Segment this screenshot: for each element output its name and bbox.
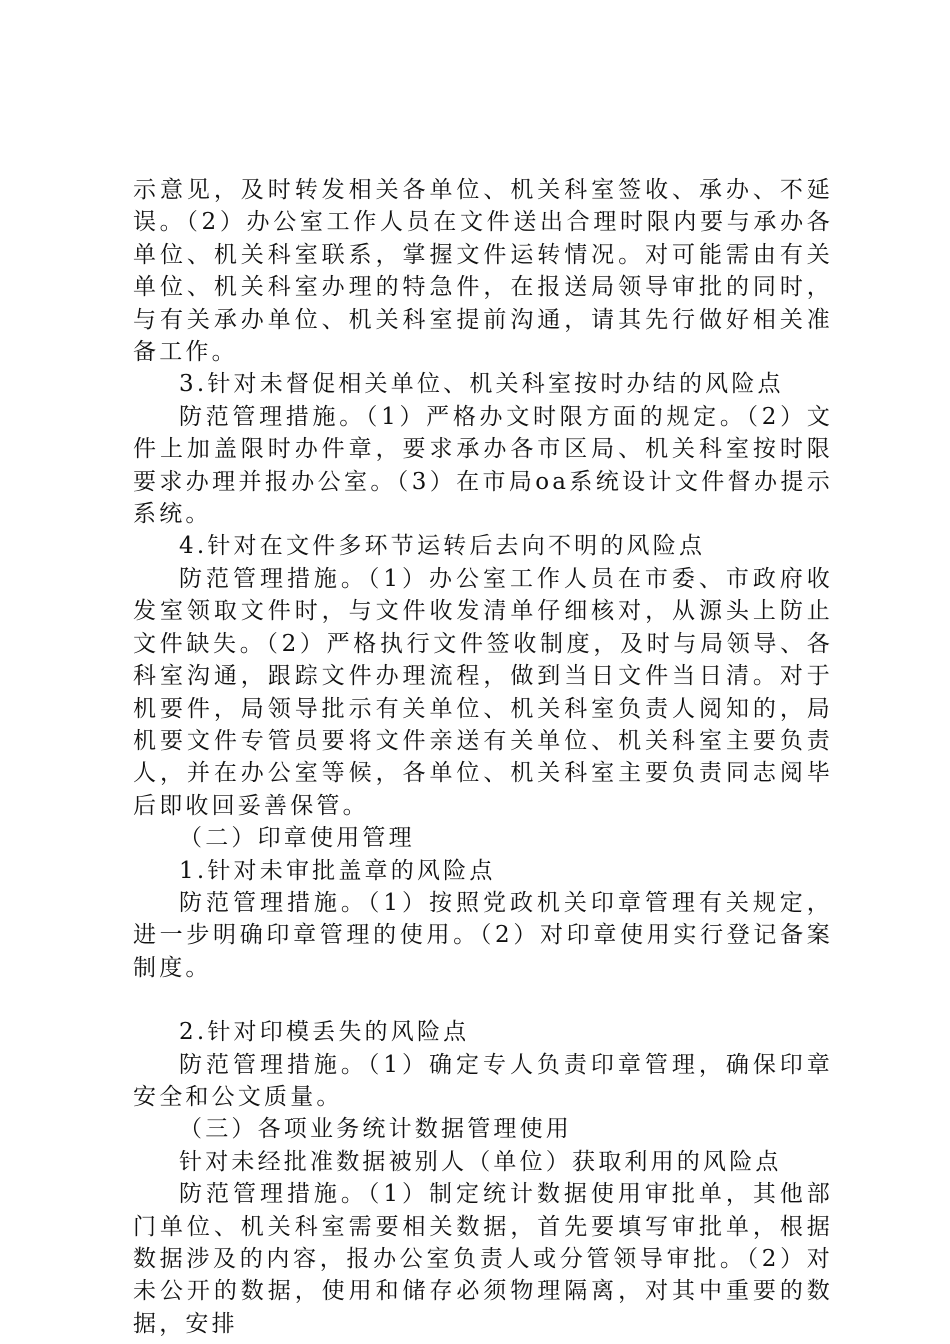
heading-risk-point-4: 4.针对在文件多环节运转后去向不明的风险点 (179, 533, 706, 560)
heading-risk-point-3: 3.针对未督促相关单位、机关科室按时办结的风险点 (179, 371, 784, 398)
paragraph-measures-statistics: 防范管理措施。（1）制定统计数据使用审批单，其他部门单位、机关科室需要相关数据，首先要填写审批单，根据数据涉及的内容，报办公室负责人或分管领导审批。（2）对未公开的数据，使用和储存必须物理隔离，对其中重要的数据，安排 (133, 1181, 833, 1337)
paragraph-measures-3: 防范管理措施。（1）严格办文时限方面的规定。（2）文件上加盖限时办件章，要求承办各市区局、机关科室按时限要求办理并报办公室。（3）在市局oa系统设计文件督办提示系统。 (133, 403, 833, 528)
heading-risk-point-seal-2: 2.针对印模丢失的风险点 (179, 1019, 470, 1046)
paragraph-measures-seal-1: 防范管理措施。（1）按照党政机关印章管理有关规定，进一步明确印章管理的使用。（2）对印章使用实行登记备案制度。 (133, 889, 833, 981)
paragraph-measures-4: 防范管理措施。（1）办公室工作人员在市委、市政府收发室领取文件时，与文件收发清单仔细核对，从源头上防止文件缺失。（2）严格执行文件签收制度，及时与局领导、各科室沟通，跟踪文件办理流程，做到当日文件当日清。对于机要件，局领导批示有关单位、机关科室负责人阅知的，局机要文件专管员要将文件亲送有关单位、机关科室主要负责人，并在办公室等候，各单位、机关科室主要负责同志阅毕后即收回妥善保管。 (133, 565, 833, 819)
section-heading-statistics: （三）各项业务统计数据管理使用 (179, 1116, 572, 1143)
document-body (133, 174, 833, 1340)
heading-risk-point-seal-1: 1.针对未审批盖章的风险点 (179, 857, 496, 884)
blank-line (133, 984, 833, 1016)
paragraph-measures-seal-2: 防范管理措施。（1）确定专人负责印章管理，确保印章安全和公文质量。 (133, 1051, 833, 1110)
section-heading-seal-management: （二）印章使用管理 (179, 825, 415, 852)
heading-risk-point-statistics: 针对未经批准数据被别人（单位）获取利用的风险点 (179, 1148, 782, 1175)
paragraph-continuation: 示意见，及时转发相关各单位、机关科室签收、承办、不延误。（2）办公室工作人员在文件送出合理时限内要与承办各单位、机关科室联系，掌握文件运转情况。对可能需由有关单位、机关科室办理的特急件，在报送局领导审批的同时，与有关承办单位、机关科室提前沟通，请其先行做好相关准备工作。 (133, 177, 833, 366)
